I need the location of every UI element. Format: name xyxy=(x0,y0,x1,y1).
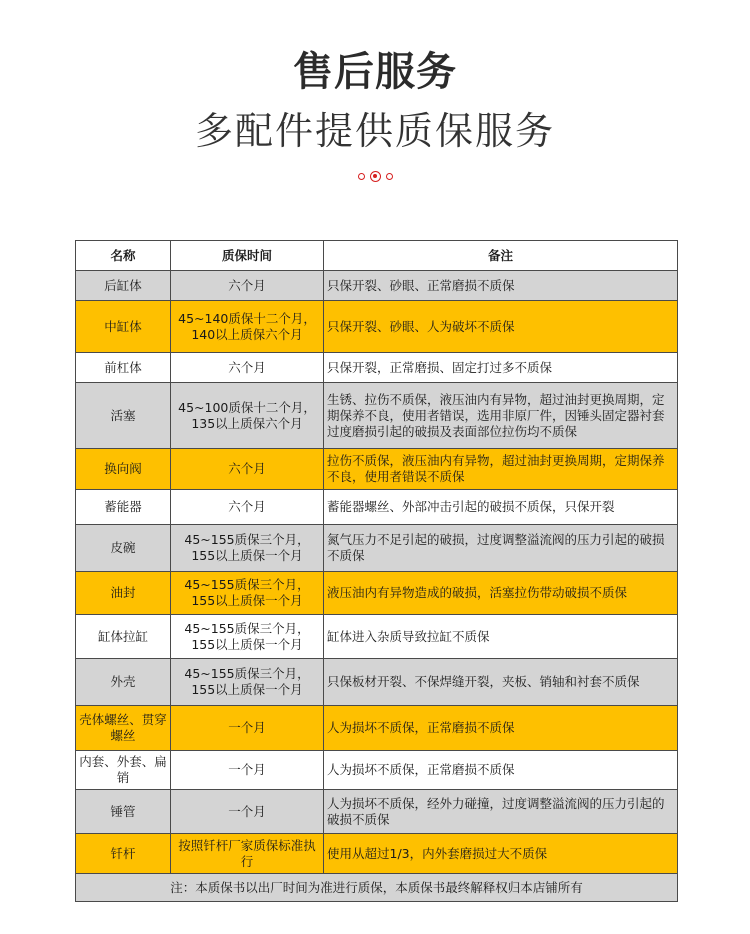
row-note: 蓄能器螺丝、外部冲击引起的破损不质保，只保开裂 xyxy=(324,490,678,525)
row-period: 六个月 xyxy=(171,353,324,383)
row-name: 蓄能器 xyxy=(76,490,171,525)
row-period: 45~155质保三个月，155以上质保一个月 xyxy=(171,615,324,659)
row-note: 拉伤不质保，液压油内有异物，超过油封更换周期，定期保养不良，使用者错误不质保 xyxy=(324,449,678,490)
row-name: 外壳 xyxy=(76,659,171,706)
row-name: 中缸体 xyxy=(76,301,171,353)
dot-icon xyxy=(358,173,365,180)
row-note: 氮气压力不足引起的破损，过度调整溢流阀的压力引起的破损不质保 xyxy=(324,525,678,572)
table-row xyxy=(76,572,678,615)
table-header-row xyxy=(76,241,678,271)
table-row xyxy=(76,301,678,353)
row-name: 内套、外套、扁销 xyxy=(76,751,171,790)
row-note: 只保开裂，正常磨损、固定打过多不质保 xyxy=(324,353,678,383)
row-period: 按照钎杆厂家质保标准执行 xyxy=(171,834,324,874)
header-name: 名称 xyxy=(76,241,171,271)
dot-icon xyxy=(386,173,393,180)
row-note: 只保板材开裂、不保焊缝开裂，夹板、销轴和衬套不质保 xyxy=(324,659,678,706)
page-title: 售后服务 xyxy=(293,49,457,95)
table-row xyxy=(76,490,678,525)
row-period: 一个月 xyxy=(171,751,324,790)
row-period: 45~155质保三个月，155以上质保一个月 xyxy=(171,572,324,615)
row-name: 钎杆 xyxy=(76,834,171,874)
table-row xyxy=(76,383,678,449)
row-period: 45~155质保三个月，155以上质保一个月 xyxy=(171,659,324,706)
row-period: 六个月 xyxy=(171,449,324,490)
header-note: 备注 xyxy=(324,241,678,271)
row-note: 只保开裂、砂眼、正常磨损不质保 xyxy=(324,271,678,301)
table-row xyxy=(76,706,678,751)
table-row xyxy=(76,615,678,659)
decorative-dots xyxy=(0,168,750,184)
table-row xyxy=(76,790,678,834)
table-row xyxy=(76,449,678,490)
table-row xyxy=(76,271,678,301)
row-name: 锤管 xyxy=(76,790,171,834)
row-name: 后缸体 xyxy=(76,271,171,301)
row-period: 45~155质保三个月，155以上质保一个月 xyxy=(171,525,324,572)
row-period: 45~140质保十二个月，140以上质保六个月 xyxy=(171,301,324,353)
row-period: 六个月 xyxy=(171,271,324,301)
table-footer-row xyxy=(76,874,678,902)
row-name: 缸体拉缸 xyxy=(76,615,171,659)
page-subtitle: 多配件提供质保服务 xyxy=(194,109,555,153)
table-footnote: 注：本质保书以出厂时间为准进行质保，本质保书最终解释权归本店铺所有 xyxy=(76,874,678,902)
row-note: 缸体进入杂质导致拉缸不质保 xyxy=(324,615,678,659)
row-period: 一个月 xyxy=(171,706,324,751)
row-note: 人为损坏不质保，正常磨损不质保 xyxy=(324,751,678,790)
row-note: 人为损坏不质保，正常磨损不质保 xyxy=(324,706,678,751)
warranty-table xyxy=(75,240,678,902)
row-period: 六个月 xyxy=(171,490,324,525)
header-period: 质保时间 xyxy=(171,241,324,271)
target-dot-icon xyxy=(370,171,381,182)
row-name: 皮碗 xyxy=(76,525,171,572)
row-note: 人为损坏不质保，经外力碰撞，过度调整溢流阀的压力引起的破损不质保 xyxy=(324,790,678,834)
row-period: 一个月 xyxy=(171,790,324,834)
row-note: 只保开裂、砂眼、人为破坏不质保 xyxy=(324,301,678,353)
table-row xyxy=(76,834,678,874)
row-period: 45~100质保十二个月，135以上质保六个月 xyxy=(171,383,324,449)
table-row xyxy=(76,525,678,572)
row-note: 生锈、拉伤不质保，液压油内有异物，超过油封更换周期，定期保养不良，使用者错误，选用非原厂件，因锤头固定器衬套过度磨损引起的破损及表面部位拉伤均不质保 xyxy=(324,383,678,449)
table-row xyxy=(76,751,678,790)
row-name: 油封 xyxy=(76,572,171,615)
row-note: 使用从超过1/3，内外套磨损过大不质保 xyxy=(324,834,678,874)
row-name: 换向阀 xyxy=(76,449,171,490)
row-name: 壳体螺丝、贯穿螺丝 xyxy=(76,706,171,751)
table-row xyxy=(76,659,678,706)
row-name: 活塞 xyxy=(76,383,171,449)
row-name: 前杠体 xyxy=(76,353,171,383)
row-note: 液压油内有异物造成的破损，活塞拉伤带动破损不质保 xyxy=(324,572,678,615)
table-row xyxy=(76,353,678,383)
